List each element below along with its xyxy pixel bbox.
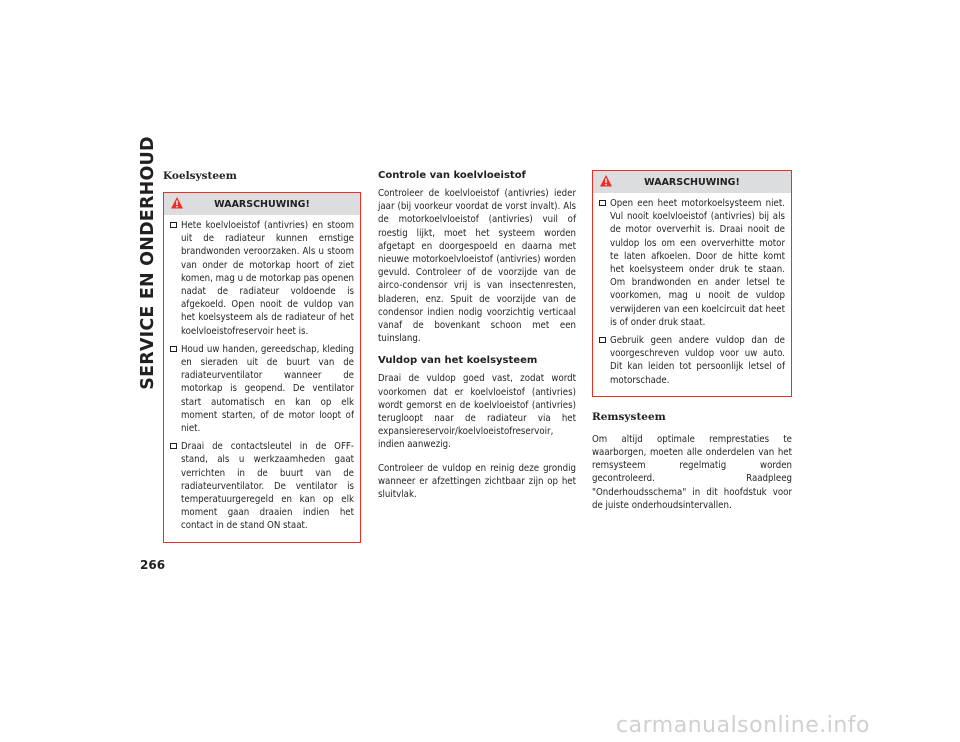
heading-koelsysteem: Koelsysteem — [163, 170, 237, 182]
warning-header — [164, 193, 360, 215]
warning-box — [592, 170, 792, 397]
section-side-tab-label: SERVICE EN ONDERHOUD — [138, 136, 158, 390]
page-number: 266 — [140, 558, 166, 572]
checkbox-bullet-icon — [599, 200, 606, 206]
warning-item — [170, 440, 354, 532]
warning-item — [170, 219, 354, 338]
checkbox-bullet-icon — [170, 443, 177, 449]
paragraph: Draai de vuldop goed vast, zodat wordt voorkomen dat er koelvloeistof (antivries) wordt gemorst en de koelvloeistof (antivries) terugloopt naar de radiateur via het expansiereservoir/koelvloeistofreservoir, indien aanwezig. — [378, 373, 576, 451]
warning-item — [599, 334, 785, 387]
warning-item-text: Open een heet motorkoelsysteem niet. Vul nooit koelvloeistof (antivries) bij als de motor oververhit is. Draai nooit de vuldop los om een oververhitte motor te laten afkoelen. Door de hitte komt het koelsysteem onder druk te staan. Om brandwonden en ander letsel te voorkomen, mag u nooit de vuldop verwijderen van een koelcircuit dat heet is of onder druk staat. — [610, 198, 785, 328]
checkbox-bullet-icon — [170, 222, 177, 228]
heading-remsysteem: Remsysteem — [592, 410, 666, 423]
heading-controle-koelvloeistof: Controle van koelvloeistof — [378, 170, 526, 181]
warning-triangle-icon — [170, 196, 184, 210]
column-3 — [592, 170, 792, 522]
paragraph: Om altijd optimale remprestaties te waarborgen, moeten alle onderdelen van het remsysteem regelmatig worden gecontroleerd. Raadpleeg "Onderhoudsschema" in dit hoofdstuk voor de juiste onderhoudsintervallen. — [592, 433, 792, 511]
watermark-footer: carmanualsonline.info — [616, 713, 870, 738]
checkbox-bullet-icon — [170, 346, 177, 352]
column-2 — [378, 170, 576, 511]
column-1 — [163, 170, 361, 557]
warning-title: WAARSCHUWING! — [214, 198, 310, 210]
warning-item-text: Hete koelvloeistof (antivries) en stoom uit de radiateur kunnen ernstige brandwonden veroorzaken. Als u stoom van onder de motorkap hoort of ziet komen, mag u de motorkap pas openen nadat de radiateur voldoende is afgekoeld. Open nooit de vuldop van het koelsysteem als de radiateur of het koelvloeistofreservoir heet is. — [181, 220, 354, 337]
warning-body — [593, 193, 791, 396]
warning-header — [593, 171, 791, 193]
heading-vuldop-koelsysteem: Vuldop van het koelsysteem — [378, 355, 538, 367]
warning-item — [599, 197, 785, 329]
warning-item-text: Houd uw handen, gereedschap, kleding en sieraden uit de buurt van de radiateurventilator wanneer de motorkap is geopend. De ventilator start automatisch en kan op elk moment starten, of de motor loopt of niet. — [181, 343, 354, 435]
warning-body — [164, 215, 360, 542]
warning-box — [163, 192, 361, 543]
section-side-tab — [137, 136, 159, 390]
warning-item — [170, 343, 354, 435]
warning-item-text: Gebruik geen andere vuldop dan de voorgeschreven vuldop voor uw auto. Dit kan leiden tot persoonlijk letsel of motorschade. — [610, 335, 785, 386]
paragraph: Controleer de koelvloeistof (antivries) ieder jaar (bij voorkeur voordat de vorst invalt). Als de motorkoelvloeistof (antivries) vuil of roestig lijkt, moet het systeem worden afgetapt en doorgespoeld en daarna met nieuwe motorkoelvloeistof (antivries) worden gevuld. Controleer of de voorzijde van de airco-condensor vrij is van insectenresten, bladeren, enz. Spuit de voorzijde van de condensor indien nodig voorzichtig verticaal vanaf de bovenkant schoon met een tuinslang. — [378, 188, 576, 345]
checkbox-bullet-icon — [599, 337, 606, 343]
warning-title: WAARSCHUWING! — [644, 176, 740, 188]
paragraph: Controleer de vuldop en reinig deze grondig wanneer er afzettingen zichtbaar zijn op het sluitvlak. — [378, 462, 576, 501]
warning-item-text: Draai de contactsleutel in de OFF-stand, als u werkzaamheden gaat verrichten in de buurt van de radiateurventilator. De ventilator is temperatuurgeregeld en kan op elk moment gaan draaien indien het contact in de stand ON staat. — [181, 441, 354, 532]
warning-triangle-icon — [599, 174, 613, 188]
